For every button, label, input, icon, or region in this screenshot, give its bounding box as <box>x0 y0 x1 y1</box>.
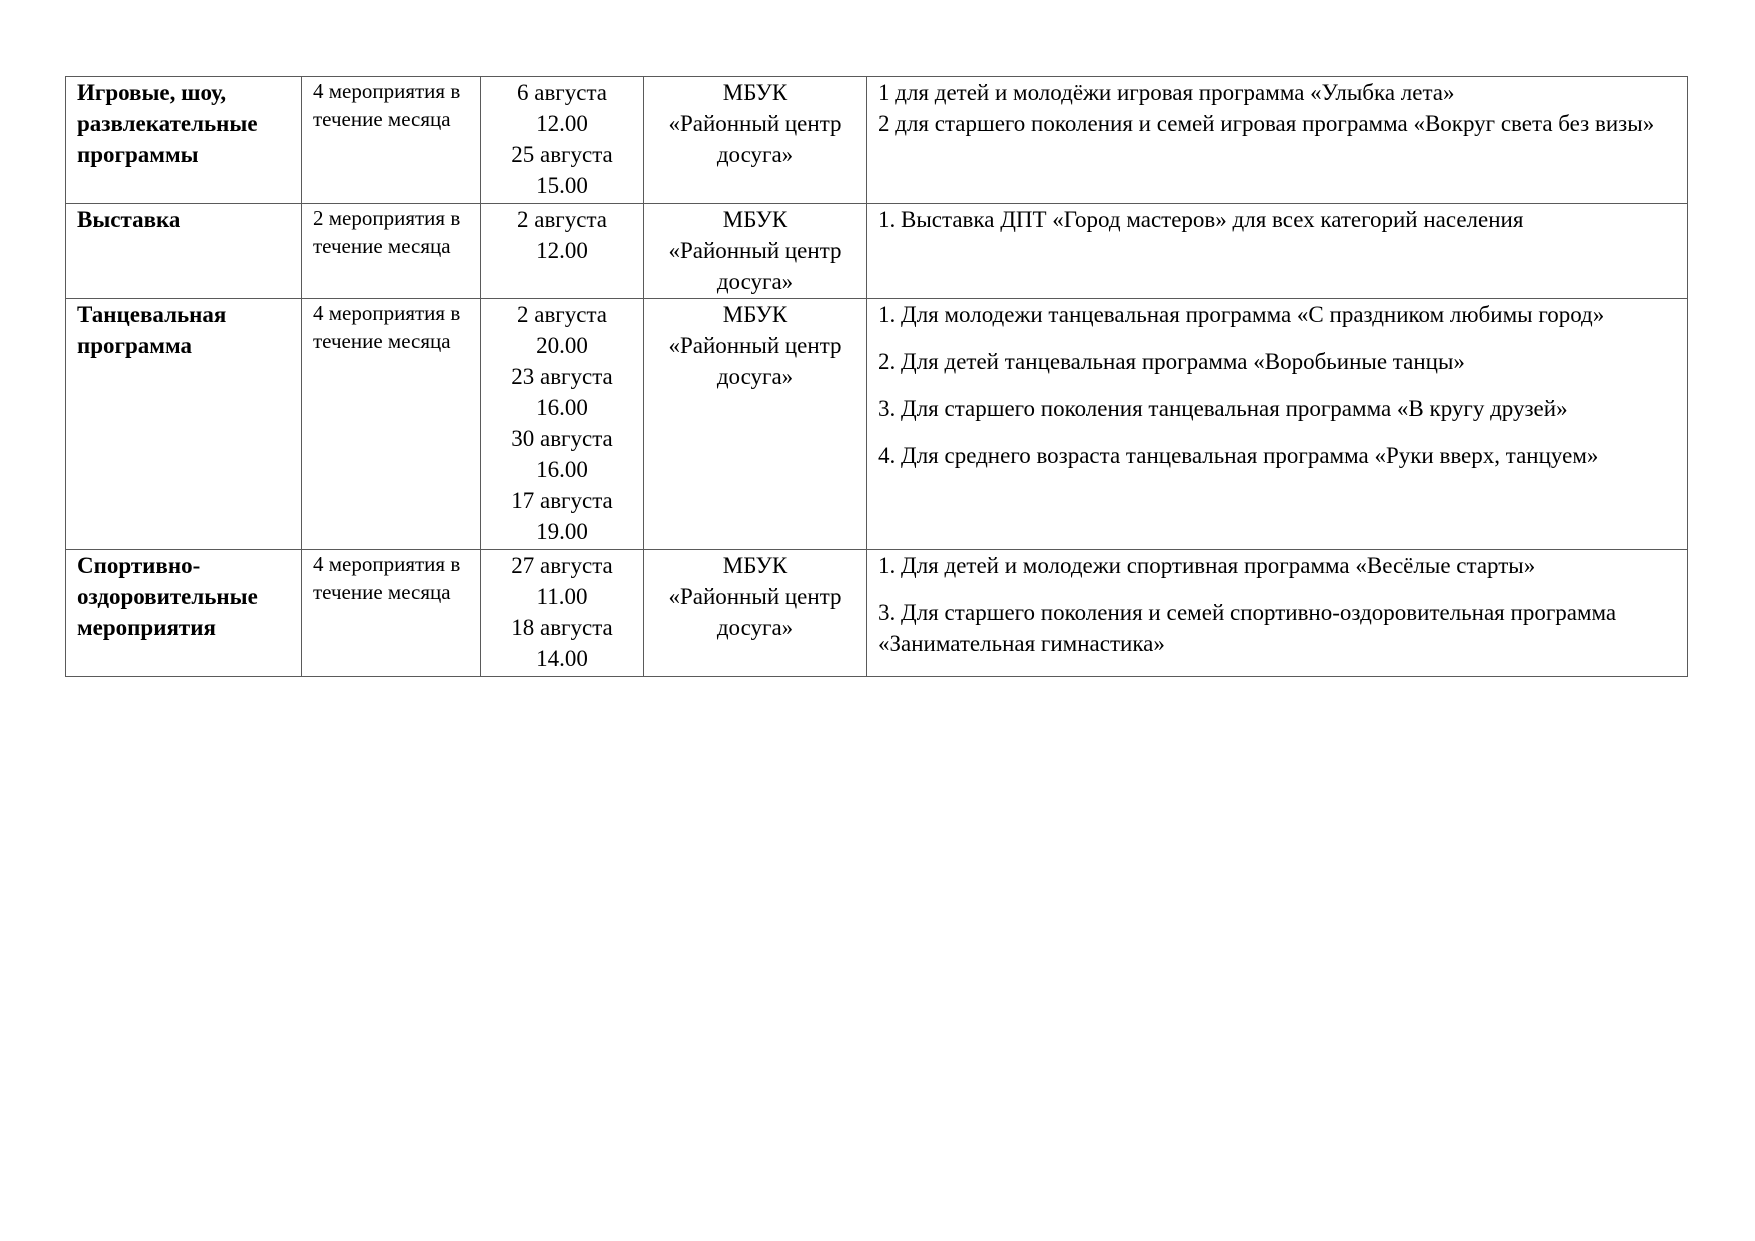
event-time-line: 16.00 <box>536 457 588 482</box>
event-date-line: 23 августа <box>511 364 613 389</box>
event-count: 4 мероприятия в течение месяца <box>313 79 461 131</box>
event-dates <box>481 204 643 266</box>
event-place-cell <box>644 299 867 550</box>
place-line: «Районный центр <box>668 238 842 263</box>
table-row <box>66 77 1688 204</box>
place-line: «Районный центр <box>668 584 842 609</box>
event-type-name: Танцевальная программа <box>77 302 227 358</box>
event-description-cell <box>867 550 1688 677</box>
event-type-cell <box>66 204 302 299</box>
event-time-line: 14.00 <box>536 646 588 671</box>
event-dates <box>481 550 643 674</box>
event-type-cell <box>66 550 302 677</box>
event-item: 1. Для молодежи танцевальная программа «С праздником любимы город» <box>878 302 1605 327</box>
place-line: досуга» <box>716 269 794 294</box>
event-count-cell <box>302 77 481 204</box>
event-item: 3. Для старшего поколения танцевальная программа «В кругу друзей» <box>878 396 1568 421</box>
event-place <box>644 204 866 297</box>
event-type-name: Спортивно-оздоровительные мероприятия <box>77 553 258 640</box>
event-date-line: 30 августа <box>511 426 613 451</box>
event-place-cell <box>644 204 867 299</box>
place-line: досуга» <box>716 142 794 167</box>
event-time-line: 12.00 <box>536 111 588 136</box>
event-item: 3. Для старшего поколения и семей спортивно-оздоровительная программа «Занимательная гимнастика» <box>878 600 1617 656</box>
event-date-cell <box>481 299 644 550</box>
event-place <box>644 77 866 170</box>
event-time-line: 15.00 <box>536 173 588 198</box>
event-date-line: 27 августа <box>511 553 613 578</box>
event-date-line: 2 августа <box>516 302 607 327</box>
event-place-cell <box>644 550 867 677</box>
event-dates <box>481 299 643 547</box>
event-description <box>867 299 1687 471</box>
event-count: 4 мероприятия в течение месяца <box>313 552 461 604</box>
place-line: «Районный центр <box>668 333 842 358</box>
event-date-line: 2 августа <box>516 207 607 232</box>
event-time-line: 20.00 <box>536 333 588 358</box>
event-time-line: 11.00 <box>536 584 588 609</box>
event-item: 1. Для детей и молодежи спортивная программа «Весёлые старты» <box>878 553 1536 578</box>
table-row <box>66 550 1688 677</box>
place-line: МБУК <box>722 80 788 105</box>
event-count-cell <box>302 550 481 677</box>
event-type-name: Игровые, шоу, развлекательные программы <box>77 80 258 167</box>
event-date-cell <box>481 550 644 677</box>
event-description <box>867 77 1687 139</box>
event-item: 1. Выставка ДПТ «Город мастеров» для всех категорий населения <box>878 207 1524 232</box>
place-line: МБУК <box>722 207 788 232</box>
event-time-line: 19.00 <box>536 519 588 544</box>
event-count: 4 мероприятия в течение месяца <box>313 301 461 353</box>
event-description-cell <box>867 299 1688 550</box>
event-dates <box>481 77 643 201</box>
event-place <box>644 299 866 392</box>
table-row <box>66 299 1688 550</box>
event-date-cell <box>481 204 644 299</box>
event-time-line: 16.00 <box>536 395 588 420</box>
place-line: МБУК <box>722 553 788 578</box>
event-item: 2 для старшего поколения и семей игровая программа «Вокруг света без визы» <box>878 111 1655 136</box>
event-date-cell <box>481 77 644 204</box>
place-line: досуга» <box>716 615 794 640</box>
event-place <box>644 550 866 643</box>
place-line: досуга» <box>716 364 794 389</box>
event-type-name: Выставка <box>77 207 181 232</box>
place-line: МБУК <box>722 302 788 327</box>
event-date-line: 25 августа <box>511 142 613 167</box>
event-description-cell <box>867 204 1688 299</box>
events-plan-sheet <box>65 76 1688 677</box>
event-count-cell <box>302 299 481 550</box>
event-description <box>867 204 1687 235</box>
table-row <box>66 204 1688 299</box>
event-item: 1 для детей и молодёжи игровая программа «Улыбка лета» <box>878 80 1455 105</box>
event-count-cell <box>302 204 481 299</box>
event-description-cell <box>867 77 1688 204</box>
event-item: 2. Для детей танцевальная программа «Воробьиные танцы» <box>878 349 1465 374</box>
event-type-cell <box>66 299 302 550</box>
event-date-line: 17 августа <box>511 488 613 513</box>
event-date-line: 18 августа <box>511 615 613 640</box>
event-count: 2 мероприятия в течение месяца <box>313 206 461 258</box>
event-type-cell <box>66 77 302 204</box>
place-line: «Районный центр <box>668 111 842 136</box>
event-item: 4. Для среднего возраста танцевальная программа «Руки вверх, танцуем» <box>878 443 1599 468</box>
event-place-cell <box>644 77 867 204</box>
events-plan-table <box>65 76 1688 677</box>
event-date-line: 6 августа <box>516 80 607 105</box>
event-description <box>867 550 1687 659</box>
event-time-line: 12.00 <box>536 238 588 263</box>
